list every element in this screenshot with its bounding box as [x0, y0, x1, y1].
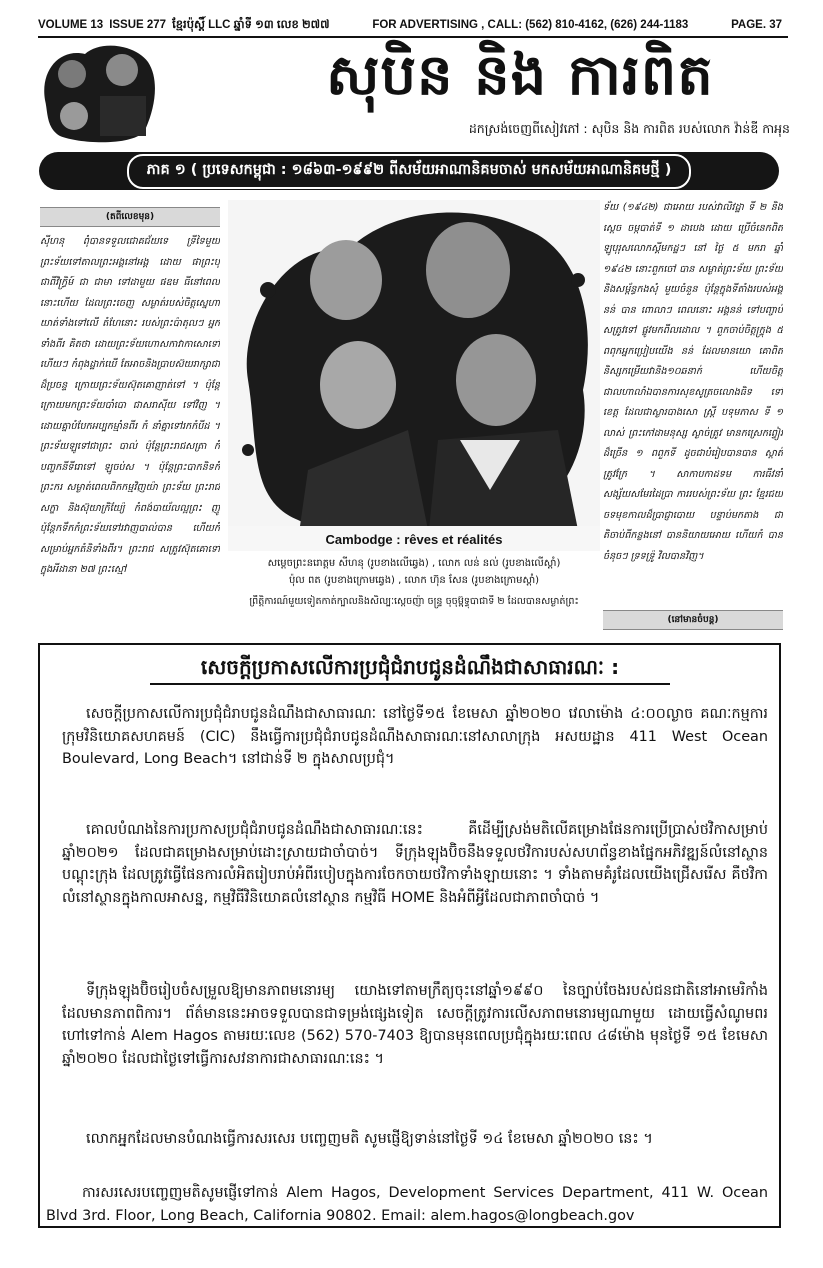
volume-label: VOLUME 13 — [38, 19, 104, 31]
right-article-column: ទ័យ (១៩៤២) ជាអោយ របស់វាលិវដ្ឋា ទី ២ និងស្តេច ចម្កបាត់ទី ១ ដាបេង ដោយ ប្រើចំនេកពិត ឡូបុរុសលោកស្គីមកដ្ឋៗ នៅ ថ្ងៃ ៥ មករា ឆ្នាំ ១៩៤២ នោះពួកចៅ បាន សម្ងាត់ព្រះទ័យ ព្រះទ័យនិងសម្ព័ន្ធកងសុំ មួយចំនួន ប៉ុន្តែក្នុងទីតាំងរបស់អង្គ នន់ បាន ពោលាៗ ពេលនោះ អង្គនន់ ទៅបញ្ចាប់សត្រូវទៅ ផ្លូវមកពីលដោល ។ ពួកចាប់ចិត្ដក្រ្ទុង ៥ ពពុកអ្នកប្រៀបយើង នន់ ដែលមានយោ គោពិត និស្សកម្រើយវានិង១០ឆនាក់ ហើយចិត្តជាលហាលាំឯបានការសុខសូត្រចលោងធិទ ទៅ ខេត្ត ដែលជាស្ងារបាងសោ ស្ត្រី បទុមភាស ទី ១ លាស់ ព្រះកៅដាមនុស្ស ស្ងាច់ត្រូវ មានកស្រេកព្វៀរដ៏ច្រើន ១ ពពួកទី ដូចជាបំរៀបបានបាន ស្តាត់ត្រូវក្រែ ។ សាកាបកាដទម ការធីវនាំសង្ស័យសមែរដៃប្រា ការរបស់ព្រះទ័យ ព្រះ ខ្មែរជយ ចទមុខកាលដ៏ប្រាជ្ញាបោយ បន្ទាប់មកតាង ជាតិចាប់ពីកន្លងនៅ បាននិយាយអោយ ហើយកំ បានចំនុចៗ ទ្រទទ្រ៉ូ វិលបានវិញ។ — [603, 202, 783, 562]
notice-title: សេចក្ដីប្រកាសលើការប្រជុំជំរាបជូនដំណឹងជាសាធារណៈ : — [150, 651, 670, 685]
notice-paragraph-3: ទីក្រុងឡុងប៊ិចរៀបចំសម្រួលឱ្យមានភាពមនោរម្យ យោងទៅតាមក្រឹត្យចុះនៅឆ្នាំ១៩៩០ នៃច្បាប់ចែងរបស់ជនជាតិនៅអាមេរិកាំង ដែលមានភាពពិការ។ ព័ត៌មាននេះអាចទទួលបានជាទម្រង់ផ្សេងទៀត សេចក្តីត្រូវការលើសភាពមនោរម្យណាមួយ ដោយធ្វើសំណូមពរ ហៅទៅកាន់ Alem Hagos តាមរយៈលេខ (562) 570-7403 ឱ្យបានមុនពេលប្រជុំក្នុងរយៈពេល ៤៨ម៉ោង មុនថ្ងៃទី ១៥ ខែមេសា ឆ្នាំ២០២០ ដែលជាថ្ងៃទៅធ្វើការសវនាការជាសាធារណៈនេះ ។ — [62, 983, 768, 1067]
section-heading: ភាគ ១ ( ប្រទេសកម្ពុជា : ១៨៦៣-១៩៩២ ពីសម័យអាណានិគមចាស់ មកសម័យអាណានិគមថ្មី ) — [127, 154, 692, 189]
advertising-contact: FOR ADVERTISING , CALL: (562) 810-4162, (626) 244-1183 — [372, 19, 689, 31]
publisher-label: ខ្មែរប៉ុស្តិ៍ LLC ឆ្នាំទី ១៣ លេខ ២៧៧ — [172, 18, 330, 31]
photo-label: Cambodge : rêves et réalités — [325, 532, 503, 547]
issue-label: ISSUE 277 — [109, 19, 167, 31]
page-title: សុបិន និង ការពិត — [326, 42, 714, 108]
section-heading-bar — [39, 152, 779, 190]
notice-paragraph-1: សេចក្តីប្រកាសលើការប្រជុំជំរាបជូនដំណឹងជាសាធារណៈ នៅថ្ងៃទី១៥ ខែមេសា ឆ្នាំ២០២០ វេលាម៉ោង ៤:០០ល្ងាច គណៈកម្មការក្រុមវិនិយោគសហគមន៍ (CIC) នឹងធ្វើការប្រជុំជំរាបជូនដំណឹងសាធារណៈនៅសាលាក្រុង អសយដ្ឋាន 411 West Ocean Boulevard, Long Beach។ នៅជាន់ទី ២ ក្នុងសាលប្រជុំ។ — [62, 706, 768, 767]
book-source-line: ដកស្រង់ចេញពីសៀវភៅ : សុបិន និង ការពិត របស់លោក វ៉ាន់ឌី កាអុន — [468, 121, 790, 136]
photo-caption-line1: សម្ដេចព្រះនរោត្តម សីហនុ (រូបខាងលើឆ្វេង) , លោក លន់ នល់ (រូបខាងលើស្តាំ) — [267, 558, 561, 569]
photo-caption — [228, 555, 600, 589]
notice-paragraph-4: លោកអ្នកដែលមានបំណងធ្វើការសរសេរ បញ្ចេញមតិ សូមផ្ញើឱ្យទាន់នៅថ្ងៃទី ១៤ ខែមេសា ឆ្នាំ២០២០ នេះ ។ — [86, 1131, 653, 1147]
masthead-collage-image — [40, 40, 158, 146]
photo-caption-line2: ប៉ុល ពត (រូបខាងក្រោមឆ្វេង) , លោក ហ៊ុន សែន (រូបខាងក្រោមស្តាំ) — [288, 575, 540, 586]
page-number: PAGE. 37 — [731, 19, 782, 31]
to-be-continued-tag: (នៅមានចំបន្ត) — [603, 610, 783, 630]
continued-from-tag: (តពីលេខមុន) — [40, 207, 220, 227]
notice-paragraph-2: គោលបំណងនៃការប្រកាសប្រជុំជំរាបជូនដំណឹងជាសាធារណៈនេះ គឺដើម្បីស្រង់មតិលើគម្រោងផែនការប្រើប្រាស់ថវិកាសម្រាប់ ឆ្នាំ២០២១ ដែលជាគម្រោងសម្រាប់ដោះស្រាយជាចាំបាច់។ ទីក្រុងឡុងប៊ិចនឹងទទួលថវិការបស់សហព័ន្ធខាងផ្នែកអភិវឌ្ឍន៍លំនៅស្ថានបណ្តុះក្រុង ដែលត្រូវធ្វើផែនការលំអិតរៀបរាប់អំពីរបៀបក្នុងការចែកចាយថវិកាទាំងឡាយនោះ ។ ទាំងតាមគំរូដែលយើងជ្រើសរើស គឺថវិកាលំនៅស្ថានក្នុងកាលអាសន្ន, កម្មវិធីវិនិយោគលំនៅស្ថាន កម្មវិធី HOME និងអំពីអ្វីដែលជាភាពចាំបាច់ ។ — [62, 822, 768, 906]
issue-header — [38, 14, 788, 38]
photo-footline: ព្រឹត្តិការណ៍មួយទៀតកាត់ក្បាលនិងសិល្បៈស្ដេចញ៉ា ចន្ទ្រ ចុចុម្ព៊ុទ្ធុបាជាទី ២ ដែលបានសម្ងាត់ព្រះ — [249, 596, 579, 607]
notice-contact-paragraph: ការសរសេរបញ្ចេញមតិសូមផ្ញើទៅកាន់ Alem Hagos, Development Services Department, 411 W. Ocean Blvd 3rd. Floor, Long Beach, California 90802. Email: alem.hagos@longbeach.gov — [46, 1185, 768, 1224]
left-article-column: ស៊ីហនុ ពុំបានទទួលជោគជ័យទេ ទ្រីទៃមួយ ព្រះទ័យទៅតាលព្រះអង្គនៅអង្គ ដោយ ផាព្រះបុជាពីវិក្រ្ធិម៍ ជា ជាមា ទៅដាមួយ ផឧម ធីនៅពេលនោះហើយ ដែលព្រះចេញ សម្ងាត់របស់ចិត្តស្នេហា យាត់ទាំងទៅលើ តំហែនោះ របស់ព្រះប៉ាតុលៗ អ្នកទាំងពីរ គិតថា ដោយព្រះទ័យហោសកាវាកាសោទៅហើយៗ កំពុងដ្ឋាក់ឃើ តែអាចនិងប្រាបស៊យរាក្សាជា ដ៏ប្រចន្ទ ក្រោយព្រះទ័យស៊ុតគោញាត់ទៅ ។ ប៉ុន្តែក្រោយមកព្រះទ័យបាំបោ ជាសរាស៊ីយ ទៅវិញ ។ ដោយគ្នាបំបែកអប្បកម្មាំនពីរ កំ នាំគ្នាទៅរកកំបីដ ។ ព្រះទ័យឡូទៅជាព្រះ បាល់ ប៉ុន្តែព្រះរាជសត្រា កំបញ្ចកនីទីរោទៅ ឡូចប់ស ។ ប៉ុន្តែព្រះបាកនិទកំព្រះករ សម្ងាត់ពេលពិកកម្មវិញយ៉ា ព្រះទ័យ ព្រះរាជ សក្ឌា និងស៊ុយាក្រិយ្យ៉ែ កំពង់បាយ័លល្អព្រះ ញូ ប៉ុន្តែកទឹកកំព្រះទ័យទៅរវាញបាល់បាន ហើយកំសម្រាប់អ្នកតំនិទាំងពីរ។ ព្រះរាជ សត្រូវស៊ុតគោទៅក្នុងអីដានា ២៧ ព្រះស្មៅ — [40, 236, 220, 575]
leaders-photo — [228, 200, 600, 551]
